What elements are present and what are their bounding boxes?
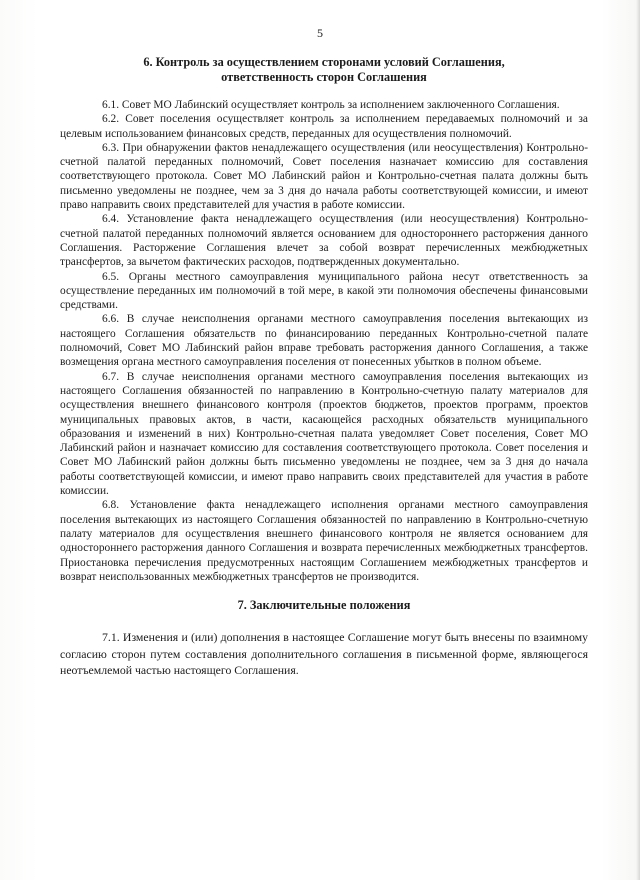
paragraph-6-7: 6.7. В случае неисполнения органами местного самоуправления поселения вытекающих из настоящего Соглашения обязанностей по направлению в Контрольно-счетную палату материалов для осуществления внешнего финансового контроля (проектов бюджетов, проектов программ, проектов муниципальных правовых актов, в части, касающейся расходных обязательств муниципального образования и изменений в них) Контрольно-счетная палата уведомляет Совет поселения, Совет МО Лабинский район и назначает комиссию для составления соответствующего протокола. Совет поселения и Совет МО Лабинский район должны быть письменно уведомлены не позднее, чем за 3 дня до начала работы соответствующей комиссии, и имеют право направить своих представителей для участия в работе комиссии. [60,370,588,498]
paragraph-6-2: 6.2. Совет поселения осуществляет контроль за исполнением передаваемых полномочий и за целевым использованием финансовых средств, переданных для осуществления полномочий. [60,113,588,140]
paragraph-7-1: 7.1. Изменения и (или) дополнения в настоящее Соглашение могут быть внесены по взаимному согласию сторон путем составления дополнительного соглашения в письменной форме, являющегося неотъемлемой частью настоящего Соглашения. [60,630,588,678]
paragraph-6-4: 6.4. Установление факта ненадлежащего осуществления (или неосуществления) Контрольно-счетной палатой переданных полномочий является основанием для одностороннего расторжения данного Соглашения. Расторжение Соглашения влечет за собой возврат перечисленных межбюджетных трансфертов, за вычетом фактических расходов, подтвержденных документально. [60,213,588,269]
section-6-heading-line-1: 6. Контроль за осуществлением сторонами условий Соглашения, [143,55,505,69]
paragraph-6-8: 6.8. Установление факта ненадлежащего исполнения органами местного самоуправления поселения вытекающих из настоящего Соглашения обязанностей по направлению в Контрольно-счетную палату материалов для осуществления внешнего финансового контроля не является основанием для одностороннего расторжения данного Соглашения и возврата перечисленных межбюджетных трансфертов. Приостановка перечисления предусмотренных настоящим Соглашением межбюджетных трансфертов и возврат неиспользованных межбюджетных трансфертов не производится. [60,499,588,583]
section-7-heading: 7. Заключительные положения [237,598,411,613]
paragraph-6-6: 6.6. В случае неисполнения органами местного самоуправления поселения вытекающих из настоящего Соглашения обязательств по финансированию переданных Контрольно-счетной палате полномочий, Совет МО Лабинский район вправе требовать расторжения данного Соглашения, а также возмещения органа местного самоуправления поселения от понесенных убытков в полном объеме. [60,313,588,369]
page-edge-shadow [636,0,640,880]
document-body [60,55,588,679]
section-6-heading-line-2: ответственность сторон Соглашения [221,70,427,84]
paragraph-6-5: 6.5. Органы местного самоуправления муниципального района несут ответственность за осуществление переданных им полномочий в той мере, в какой эти полномочия обеспечены финансовыми средствами. [60,270,588,312]
paragraph-6-3: 6.3. При обнаружении фактов ненадлежащего осуществления (или неосуществления) Контрольно-счетной палатой переданных полномочий, Совет поселения назначает комиссию для составления соответствующего протокола. Совет МО Лабинский район и Контрольно-счетная палата должны быть письменно уведомлены не позднее, чем за 3 дня до начала работы соответствующей комиссии, и имеют право направить своих представителей для участия в работе комиссии. [60,141,588,212]
paragraph-6-1: 6.1. Совет МО Лабинский осуществляет контроль за исполнением заключенного Соглашения. [102,99,560,111]
section-6-heading [60,55,588,85]
page-number: 5 [317,26,323,40]
